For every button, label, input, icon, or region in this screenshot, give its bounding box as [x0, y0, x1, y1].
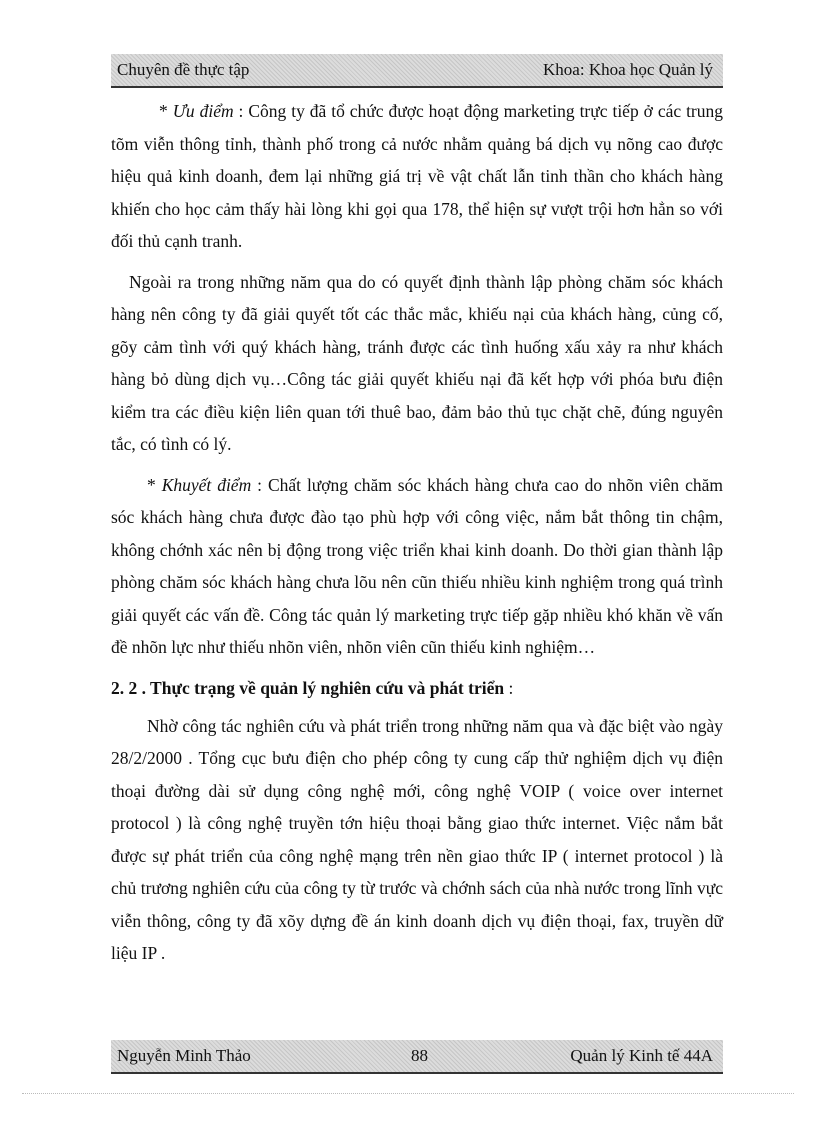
advantages-label: Ưu điểm [172, 101, 234, 121]
disadvantages-label: Khuyết điểm [161, 474, 252, 495]
paragraph-disadvantages [111, 469, 723, 664]
disadvantages-text: : Chất lượng chăm sóc khách hàng chưa cao do nhõn viên chăm sóc khách hàng chưa được đào tạo phù hợp với công việc, nắm bắt thông tin chậm, không chớnh xác nên bị động trong việc triển khai kinh doanh. Do thời gian thành lập phòng chăm sóc khách hàng chưa lõu nên cũn thiếu nhiều kinh nghiệm trong quá trình giải quyết các vấn đề. Công tác quản lý marketing trực tiếp gặp nhiều khó khăn về vấn đề nhõn lực như thiếu nhõn viên, nhõn viên cũn thiếu kinh nghiệm… [111, 474, 724, 657]
header-right: Khoa: Khoa học Quản lý [543, 60, 713, 79]
paragraph-customer-care: Ngoài ra trong những năm qua do có quyết định thành lập phòng chăm sóc khách hàng nên công ty đã giải quyết tốt các thắc mắc, khiếu nại của khách hàng, củng cố, gõy cảm tình với quý khách hàng, tránh được các tình huống xấu xảy ra như khách hàng bỏ dùng dịch vụ…Công tác giải quyết khiếu nại đã kết hợp với phóa bưu điện kiểm tra các điều kiện liên quan tới thuê bao, đảm bảo thủ tục chặt chẽ, đúng nguyên tắc, có tình có lý. [111, 271, 723, 454]
page-header [111, 54, 723, 88]
paragraph-research: Nhờ công tác nghiên cứu và phát triển trong những năm qua và đặc biệt vào ngày 28/2/2000 . Tổng cục bưu điện cho phép công ty cung cấp thử nghiệm dịch vụ điện thoại đường dài sử dụng công nghệ mới, công nghệ VOIP ( voice over internet protocol ) là công nghệ truyền tớn hiệu thoại bằng giao thức internet. Việc nắm bắt được sự phát triển của công nghệ mạng trên nền giao thức IP ( internet protocol ) là chủ trương nghiên cứu của công ty từ trước và chớnh sách của nhà nước trong lĩnh vực viễn thông, công ty đã xõy dựng đề án kinh doanh dịch vụ điện thoại, fax, truyền dữ liệu IP . [111, 715, 723, 963]
section-heading-text: 2. 2 . Thực trạng về quản lý nghiên cứu và phát triển [111, 677, 505, 698]
footer-right: Quản lý Kinh tế 44A [570, 1046, 713, 1065]
section-heading-colon: : [504, 677, 514, 698]
page-number: 88 [411, 1046, 428, 1065]
page-content [111, 95, 723, 978]
header-left: Chuyên đề thực tập [117, 60, 250, 79]
paragraph-advantages [111, 95, 723, 258]
page-footer [111, 1040, 723, 1074]
bullet: * [159, 101, 173, 121]
advantages-text: : Công ty đã tổ chức được hoạt động marketing trực tiếp ở các trung tõm viễn thông tỉnh, thành phố trong cả nước nhằm quảng bá dịch vụ nõng cao được hiệu quả kinh doanh, đem lại những giá trị về vật chất lẫn tinh thần cho khách hàng khiến cho học cảm thấy hài lòng khi gọi qua 178, thể hiện sự vượt trội hơn hẳn so với đối thủ cạnh tranh. [111, 101, 724, 251]
page-edge-divider [22, 1093, 794, 1094]
footer-author: Nguyễn Minh Thảo [117, 1046, 251, 1065]
section-heading [111, 672, 723, 704]
bullet: * [147, 474, 162, 495]
